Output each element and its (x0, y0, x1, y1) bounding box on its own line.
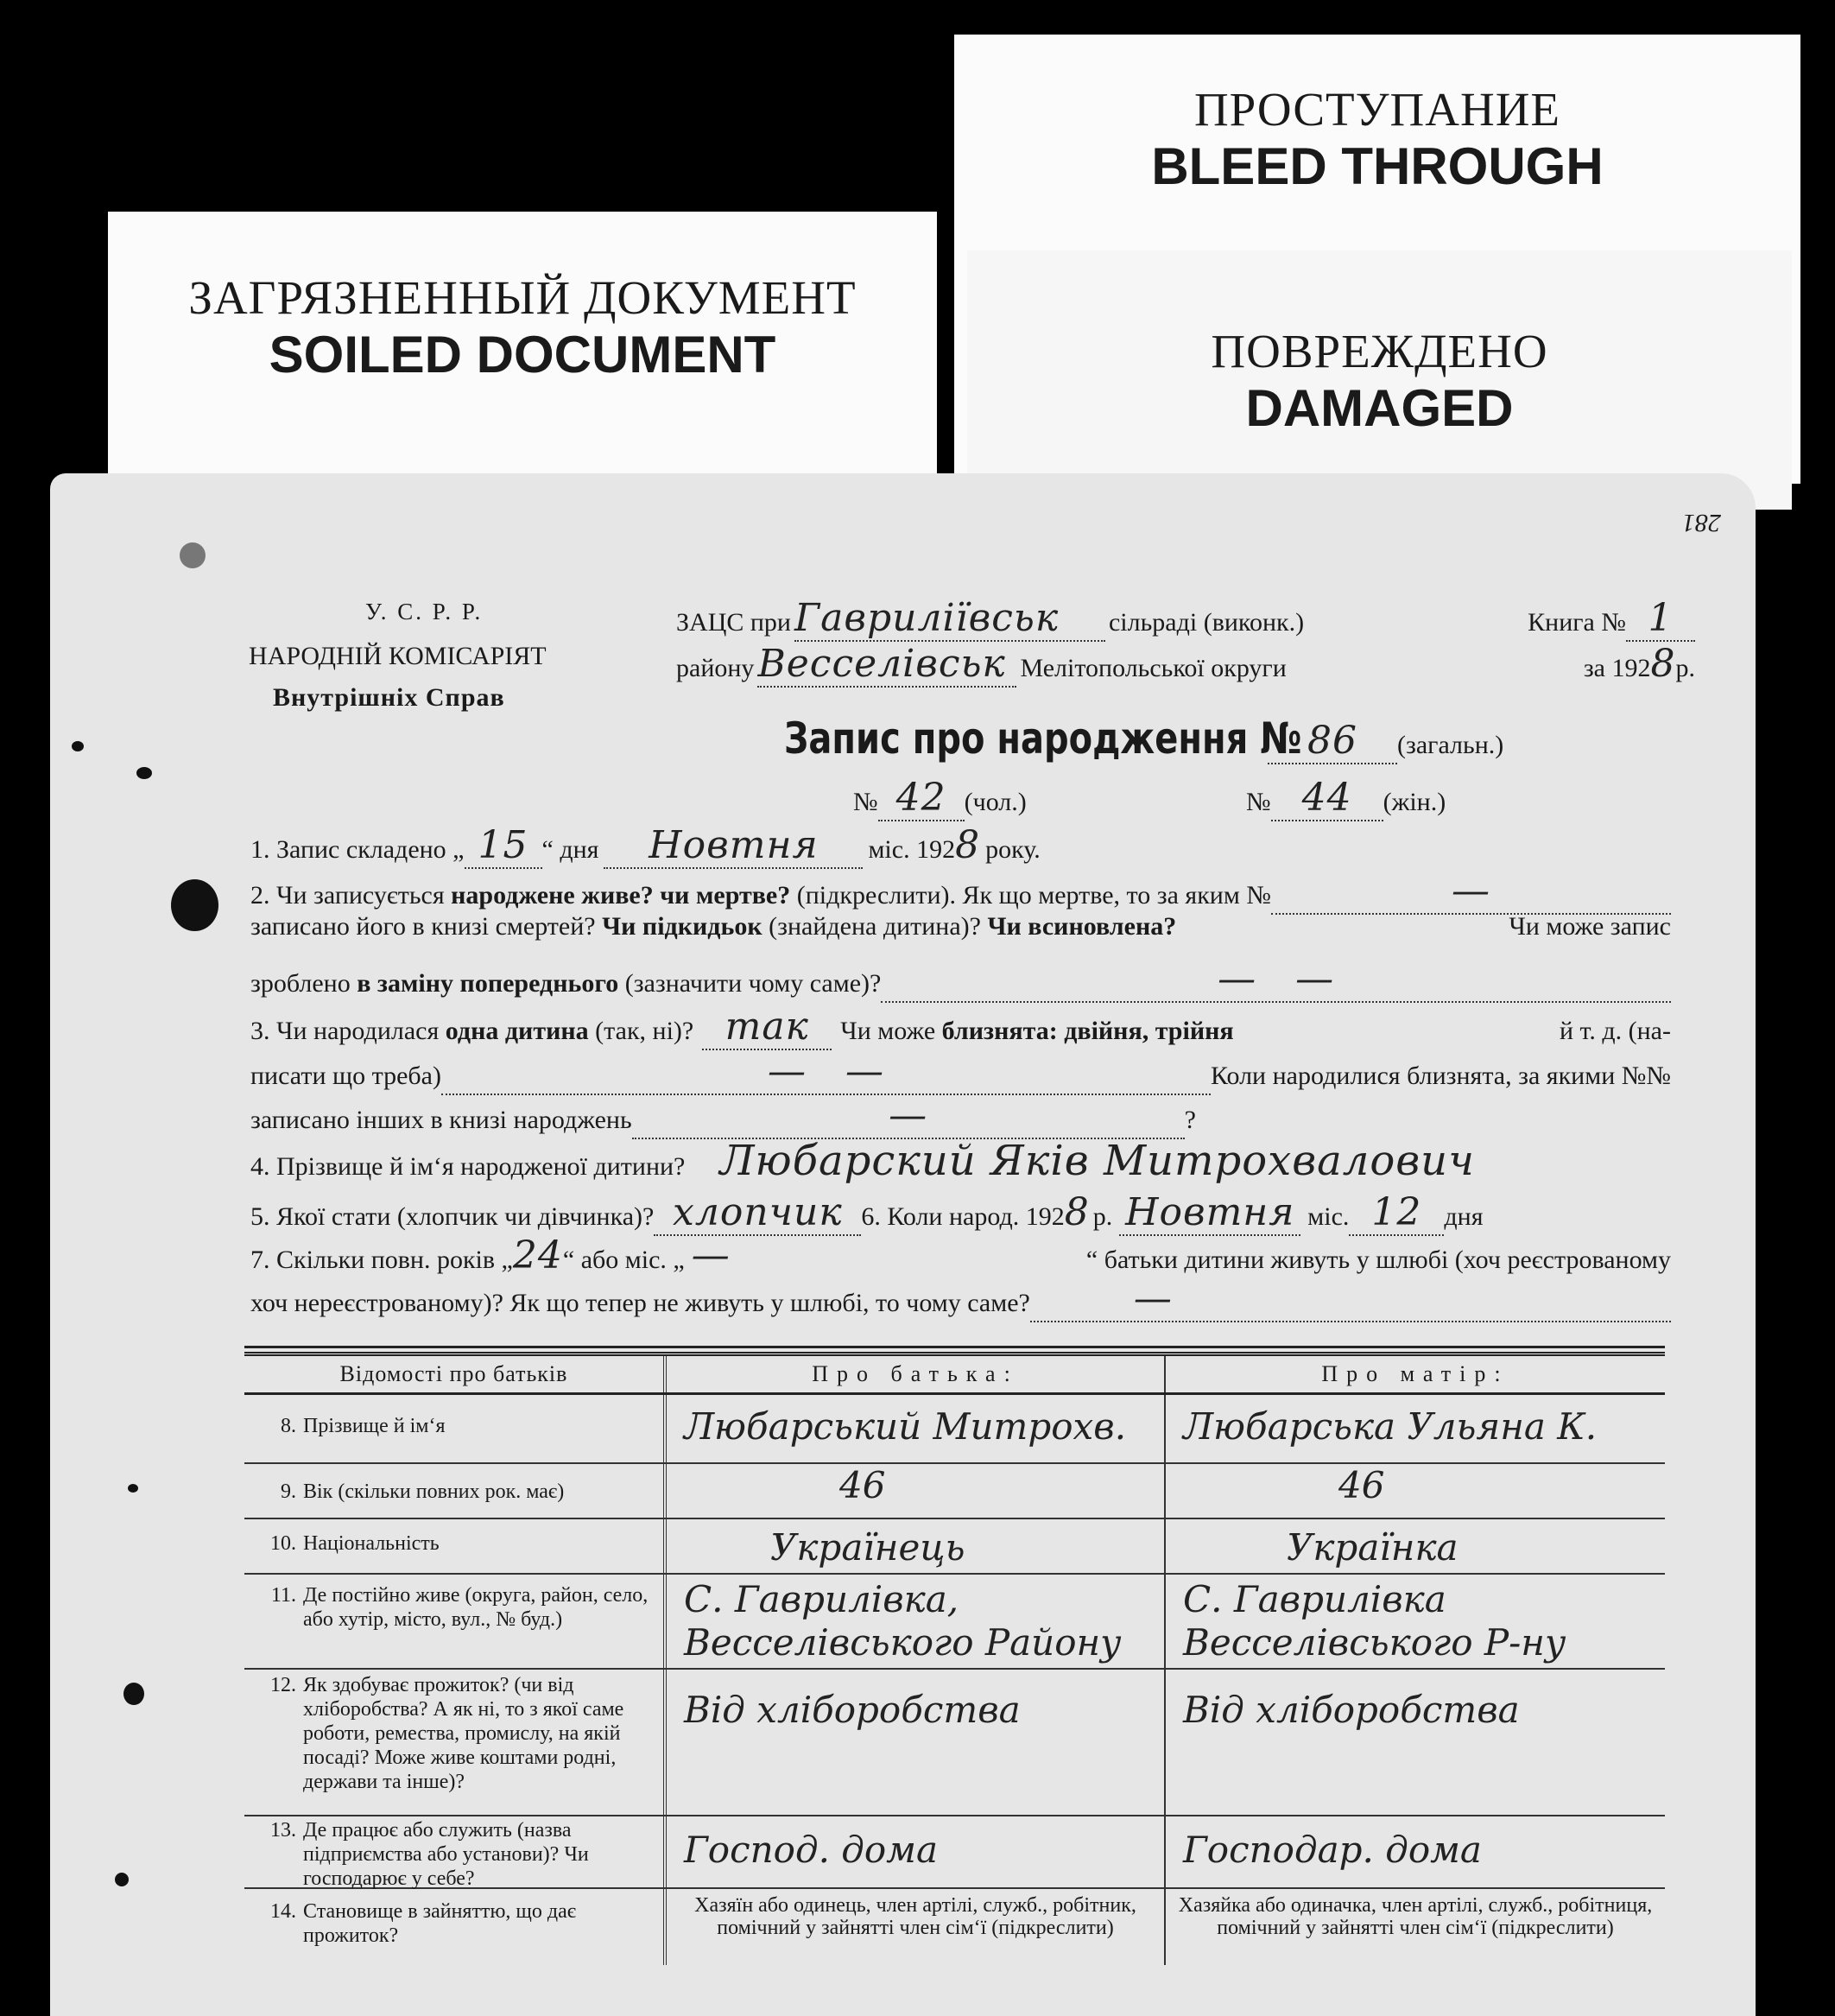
row-label (244, 1395, 663, 1462)
row-number: 10. (270, 1532, 296, 1555)
father-livelihood-handwritten: Від хліборобства (663, 1670, 1164, 1815)
item-4 (250, 1137, 1684, 1185)
father-workplace-handwritten: Господ. дома (663, 1816, 1164, 1887)
item-3-text: записано інших в книзі народжень (250, 1106, 632, 1134)
item-3-bold: близнята: двійня, трійня (941, 1017, 1234, 1045)
item-2-text: (зазначити чому саме)? (618, 969, 882, 998)
table-header-row (244, 1356, 1665, 1395)
female-number-handwritten: 44 (1271, 776, 1383, 821)
item-6-text: р. (1092, 1202, 1113, 1231)
father-residence-handwritten: С. Гаврилівка, Весселівського Району (663, 1575, 1164, 1668)
row-label-text: Вік (скільки повних рок. має) (303, 1480, 565, 1503)
row-label-text: Де постійно живе (округа, район, село, або хутір, місто, вул., № буд.) (303, 1584, 649, 1631)
table-row (244, 1670, 1665, 1816)
soiled-document-en: SOILED DOCUMENT (269, 326, 776, 384)
item-2-bold: Чи всиновлена? (987, 912, 1177, 941)
record-month-handwritten: Новтня (604, 823, 863, 869)
mother-workplace-handwritten: Господар. дома (1164, 1816, 1665, 1887)
damaged-en: DAMAGED (1245, 379, 1514, 437)
marriage-reason-handwritten: — (1030, 1277, 1671, 1322)
commissariat-label: НАРОДНІЙ КОМІСАРІЯТ (249, 642, 547, 670)
book-label: Книга № (1528, 608, 1626, 637)
male-prefix: № (853, 788, 878, 816)
row-label (244, 1519, 663, 1573)
zacs-prefix: ЗАЦС при (676, 608, 791, 637)
female-label: (жін.) (1383, 788, 1446, 816)
row-label-text: Прізвище й ім‘я (303, 1415, 446, 1437)
child-name-handwritten: Любарский Яків Митрохвалович (719, 1137, 1475, 1185)
item-5-6 (250, 1190, 1671, 1236)
record-day-handwritten: 15 (465, 823, 542, 869)
item-1-text: 1. Запис складено „ (250, 835, 465, 864)
header-parents-info: Відомості про батьків (339, 1361, 568, 1386)
item-1-text: міс. 192 (868, 835, 956, 864)
table-top-rule (244, 1346, 1665, 1348)
table-row (244, 1575, 1665, 1670)
punch-hole (72, 741, 84, 751)
general-number-handwritten: 86 (1268, 719, 1397, 764)
marriage-years-handwritten: 24 (512, 1233, 563, 1277)
twins-record-handwritten: — (632, 1094, 1185, 1139)
item-2-text: (підкреслити). Як що мертве, то за яким № (790, 881, 1271, 910)
birth-record-sheet (50, 473, 1756, 2016)
male-label: (чол.) (964, 788, 1027, 816)
item-2-text: записано його в книзі смертей? (250, 912, 603, 941)
punch-hole (123, 1683, 144, 1705)
internal-affairs-label: Внутрішніх Справ (273, 683, 505, 712)
item-3-line-2 (250, 1049, 1671, 1095)
item-2-text: Чи може запис (1502, 912, 1671, 941)
mother-employment-options: Хазяйка або одиначка, член артілі, служб., робітниця, помічний у зайнятті член сім‘ї (підкреслити) (1164, 1889, 1665, 1965)
item-3-text: (так, ні)? (588, 1017, 694, 1045)
item-7-line-1 (250, 1233, 1671, 1277)
item-6-text: міс. (1307, 1202, 1350, 1231)
punch-hole (171, 879, 218, 931)
punch-hole (128, 1484, 138, 1493)
damaged-ru: ПОВРЕЖДЕНО (1211, 325, 1548, 377)
district-suffix: Мелітопольської округи (1020, 654, 1287, 682)
row-label-text: Національність (303, 1532, 440, 1555)
item-2-line-3 (250, 957, 1671, 1003)
row-number: 12. (270, 1674, 296, 1696)
row-label (244, 1816, 663, 1890)
item-6-text: дня (1444, 1202, 1484, 1231)
item-7-text: 7. Скільки повн. років „ (250, 1246, 513, 1274)
child-sex-handwritten: хлопчик (654, 1190, 861, 1236)
father-age-handwritten: 46 (663, 1464, 1164, 1518)
item-4-text: 4. Прізвище й ім‘я народженої дитини? (250, 1152, 686, 1181)
parents-table (244, 1346, 1665, 1965)
marriage-months-handwritten: — (691, 1233, 731, 1277)
twins-handwritten: — — (441, 1049, 1211, 1095)
item-7-text: “ або міс. „ (562, 1246, 685, 1274)
bleed-through-ru: ПРОСТУПАНИЕ (1193, 83, 1561, 136)
year-prefix: за 192 (1583, 654, 1651, 682)
item-3-text: й т. д. (на- (1553, 1017, 1671, 1045)
item-3-text: Чи може (840, 1017, 942, 1045)
year-handwritten: 8 (1650, 642, 1676, 686)
item-7-text: хоч нереєстрованому)? Як що тепер не живуть у шлюбі, то чому саме? (250, 1289, 1030, 1317)
year-suffix: р. (1675, 654, 1695, 682)
item-3-text: ? (1184, 1106, 1196, 1134)
item-2-line-1 (250, 869, 1671, 915)
row-label-text: Де працює або служить (назва підприємства або установи)? Чи господарює у себе? (303, 1819, 589, 1890)
father-name-handwritten: Любарський Митрохв. (663, 1395, 1164, 1462)
district-handwritten: Весселівськ (757, 642, 1016, 688)
row-label-text: Становище в зайняттю, що дає прожиток? (303, 1900, 577, 1947)
village-council-handwritten: Гавриліївськ (794, 596, 1105, 642)
header-mother: Про матір: (1164, 1356, 1665, 1392)
item-2-bold: народжене живе? чи мертве? (451, 881, 791, 910)
row-number: 9. (281, 1480, 296, 1503)
row-number: 14. (270, 1900, 296, 1923)
item-6-text: 6. Коли народ. 192 (861, 1202, 1065, 1231)
row-label (244, 1889, 663, 1965)
row-label-text: Як здобуває прожиток? (чи від хліборобства? А як ні, то з якої саме роботи, ремества, промислу, на якій посаді? Може живе коштами родні, держави та інше)? (303, 1674, 624, 1793)
book-number-handwritten: 1 (1626, 596, 1695, 642)
record-title: Запис про народження № (784, 713, 1302, 764)
table-row (244, 1519, 1665, 1575)
male-number-line (853, 776, 1027, 821)
table-row (244, 1464, 1665, 1519)
zacs-suffix: сільраді (виконк.) (1108, 608, 1305, 637)
header-father: Про батька: (663, 1356, 1164, 1392)
item-3-text: писати що треба) (250, 1062, 441, 1090)
mother-age-handwritten: 46 (1164, 1464, 1665, 1518)
item-3-line-1 (250, 1005, 1671, 1050)
item-1 (250, 823, 1041, 869)
row-number: 11. (270, 1584, 296, 1607)
punch-hole (180, 542, 206, 568)
zacs-line (676, 596, 1695, 642)
birth-year-handwritten: 8 (1064, 1190, 1090, 1234)
district-line (676, 642, 1695, 688)
birth-month-handwritten: Новтня (1119, 1190, 1300, 1236)
soiled-document-card (108, 212, 937, 497)
district-prefix: району (676, 654, 755, 682)
table-row (244, 1889, 1665, 1965)
male-number-handwritten: 42 (878, 776, 965, 821)
item-2-line-2 (250, 912, 1671, 941)
table-row (244, 1816, 1665, 1889)
item-2-text: зроблено (250, 969, 358, 998)
item-1-text: “ дня (541, 835, 599, 864)
record-year-handwritten: 8 (955, 823, 981, 867)
item-2-text: 2. Чи записується (250, 881, 452, 910)
item-3-bold: одна дитина (445, 1017, 589, 1045)
mother-name-handwritten: Любарська Ульяна К. (1164, 1395, 1665, 1462)
father-employment-options: Хазяїн або одинець, член артілі, служб., робітник, помічний у зайнятті член сім‘ї (підкреслити) (663, 1889, 1164, 1965)
item-2-bold: в заміну попереднього (357, 969, 619, 998)
item-3-text: 3. Чи народилася (250, 1017, 446, 1045)
mother-residence-handwritten: С. Гаврилівка Весселівського Р-ну (1164, 1575, 1665, 1668)
archive-folio-number: 281 (1682, 509, 1721, 537)
soiled-document-ru: ЗАГРЯЗНЕННЫЙ ДОКУМЕНТ (188, 271, 857, 324)
birth-day-handwritten: 12 (1349, 1190, 1444, 1236)
item-3-line-3 (250, 1094, 1671, 1139)
mother-nationality-handwritten: Українка (1164, 1519, 1665, 1573)
table-row (244, 1395, 1665, 1464)
item-7-line-2 (250, 1277, 1671, 1322)
death-record-number-handwritten: — (1271, 869, 1671, 915)
replacement-reason-handwritten: — — (881, 957, 1671, 1003)
father-nationality-handwritten: Українець (663, 1519, 1164, 1573)
item-3-text: Коли народилися близнята, за якими №№ (1210, 1062, 1671, 1090)
row-label (244, 1670, 663, 1815)
item-1-text: року. (985, 835, 1041, 864)
mother-livelihood-handwritten: Від хліборобства (1164, 1670, 1665, 1815)
damaged-card (967, 250, 1792, 510)
single-child-handwritten: так (702, 1005, 832, 1050)
row-label (244, 1464, 663, 1518)
bleed-through-en: BLEED THROUGH (1151, 137, 1604, 195)
female-prefix: № (1246, 788, 1271, 816)
item-2-bold: Чи підкидьок (602, 912, 762, 941)
punch-hole (115, 1873, 129, 1886)
record-title-line (784, 713, 1503, 764)
item-2-text: (знайдена дитина)? (762, 912, 988, 941)
item-7-text: “ батьки дитини живуть у шлюбі (хоч реєстрованому (1085, 1246, 1671, 1274)
female-number-line (1246, 776, 1446, 821)
ussr-label: У. С. Р. Р. (365, 599, 484, 624)
row-number: 8. (281, 1415, 296, 1437)
row-number: 13. (270, 1819, 296, 1842)
general-label: (загальн.) (1397, 731, 1504, 759)
item-5-text: 5. Якої стати (хлопчик чи дівчинка)? (250, 1202, 655, 1231)
row-label (244, 1575, 663, 1668)
punch-hole (136, 767, 152, 779)
